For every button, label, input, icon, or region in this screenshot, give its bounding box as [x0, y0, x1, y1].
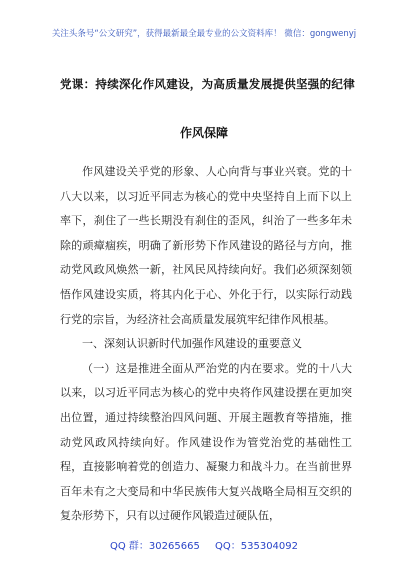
footer-contact — [0, 537, 408, 552]
document-subtitle: 作风保障 — [179, 126, 228, 140]
header-banner: 关注头条号“公文研究”，获得最新最全最专业的公文资料库！ 微信：gongwenyj — [51, 29, 357, 39]
paragraph-intro: 作风建设关乎党的形象、人心向背与事业兴衰。党的十八大以来，以习近平同志为核心的党中央坚持自上而下以上率下，刹住了一些长期没有刹住的歪风，纠治了一些多年未除的顽瘴痼疾，明确了新形势下作风建设的路径与方向，推动党风政风焕然一新，社风民风持续向好。我们必须深刻领悟作风建设实质，将其内化于心、外化于行，以实际行动践行党的宗旨，为经济社会高质量发展筑牢纪律作风根基。 — [60, 165, 352, 326]
paragraph-section-1: （一）这是推进全面从严治党的内在要求。党的十八大以来，以习近平同志为核心的党中央将作风建设摆在更加突出位置，通过持续整治四风问题、开展主题教育等措施，推动党风政风持续向好。作风建设作为管党治党的基础性工程，直接影响着党的创造力、凝聚力和战斗力。在当前世界百年未有之大变局和中华民族伟大复兴战略全局相互交织的复杂形势下，只有以过硬作风锻造过硬队伍， — [60, 361, 352, 523]
document-title: 党课：持续深化作风建设，为高质量发展提供坚强的纪律 — [60, 77, 355, 91]
footer-qq: QQ：535304092 — [215, 541, 299, 552]
document-body — [60, 160, 352, 529]
footer-qq-group: QQ 群：30265665 — [109, 541, 200, 552]
section-heading: 一、深刻认识新时代加强作风建设的重要意义 — [82, 337, 302, 351]
